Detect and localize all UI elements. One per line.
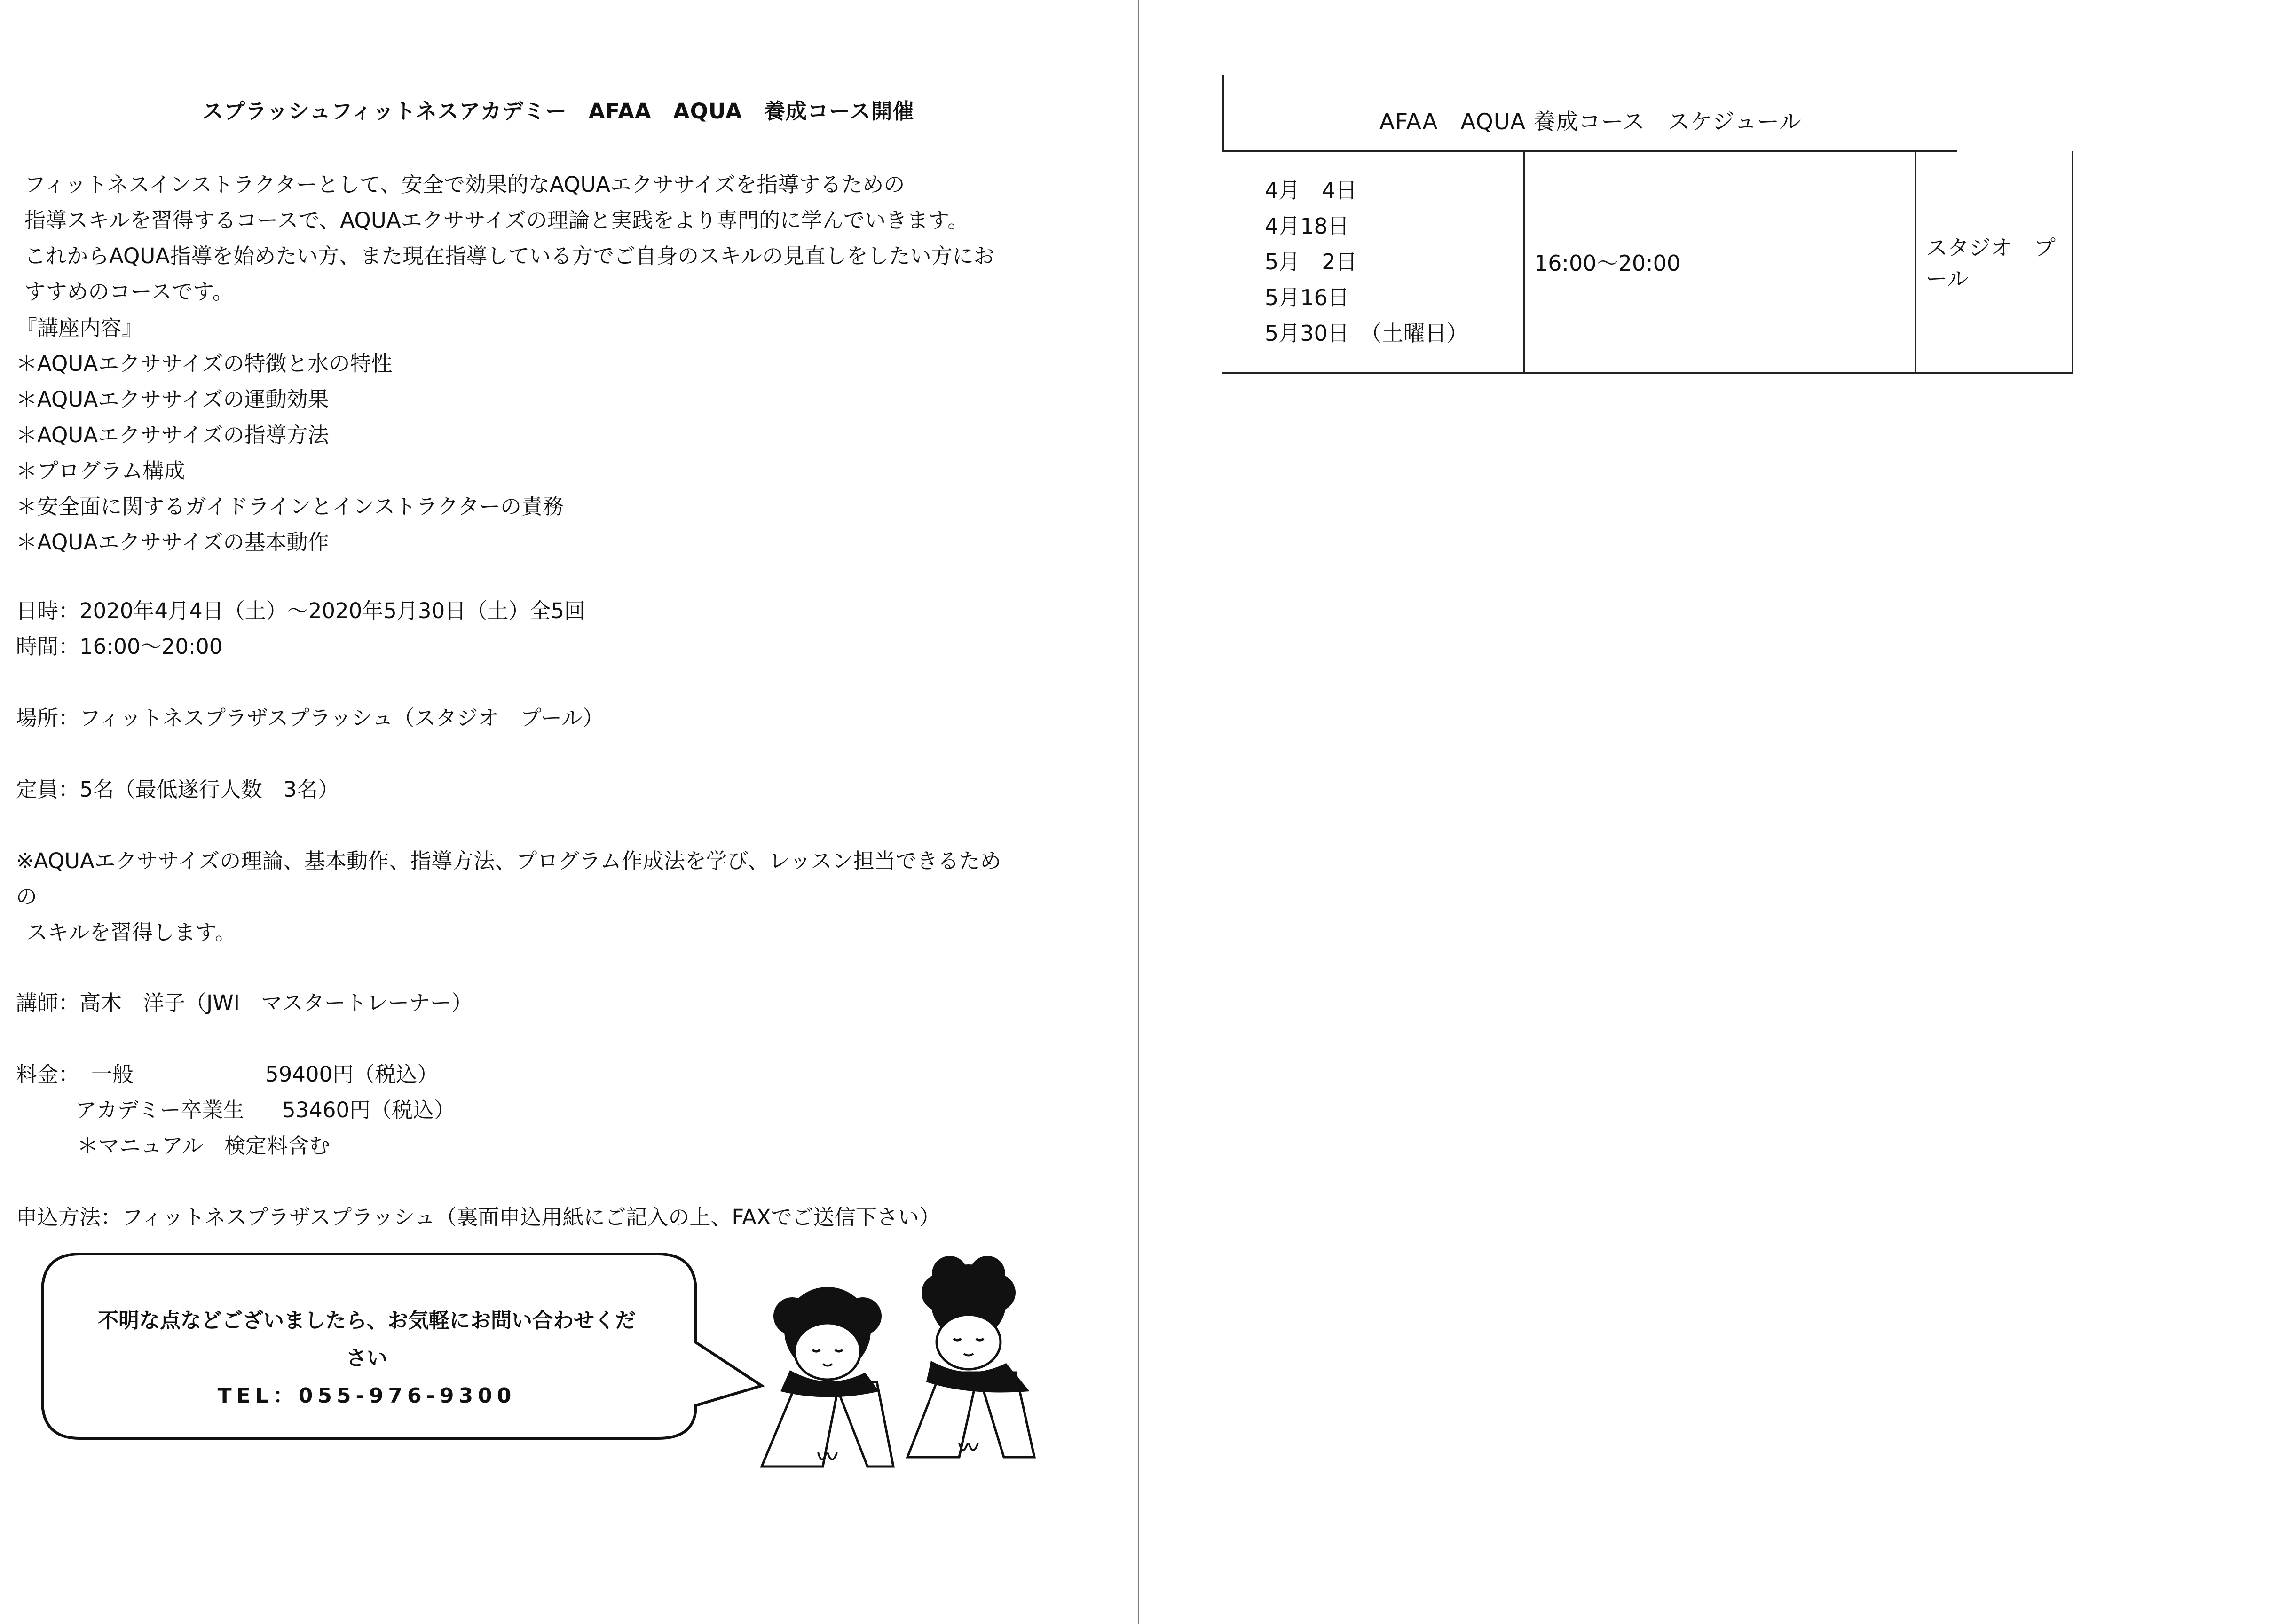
course-content — [16, 310, 564, 560]
contact-bubble — [38, 1250, 696, 1434]
schedule-info — [16, 593, 585, 665]
application: 申込方法：フィットネスプラザスプラッシュ（裏面申込用紙にご記入の上、FAXでご送信下さい） — [16, 1205, 940, 1230]
intro-text — [24, 167, 1120, 310]
schedule-table — [1222, 151, 2073, 374]
fee-info — [16, 1057, 455, 1164]
schedule-title-box — [1222, 75, 1957, 152]
intro-line: フィットネスインストラクターとして、安全で効果的なAQUAエクササイズを指導するための — [24, 172, 905, 197]
instructor-info — [16, 985, 473, 1021]
time-cell: 16:00～20:00 — [1524, 151, 1916, 373]
bowing-figures-illustration — [752, 1241, 1053, 1485]
fee-row-graduate — [16, 1092, 455, 1128]
course-item: ＊安全面に関するガイドラインとインストラクターの責務 — [16, 494, 564, 519]
instructor: 講師：高木 洋子（JWI マスタートレーナー） — [16, 990, 473, 1015]
fee-label: 料金： — [16, 1062, 80, 1087]
location: 場所：フィットネスプラザスプラッシュ（スタジオ プール） — [16, 706, 604, 730]
course-item: ＊AQUAエクササイズの運動効果 — [16, 387, 329, 412]
capacity: 定員：5名（最低遂行人数 3名） — [16, 777, 339, 802]
date-item: 4月18日 — [1265, 213, 1349, 239]
schedule-title: AFAA AQUA 養成コース スケジュール — [1379, 109, 1802, 135]
location-info — [16, 700, 604, 736]
bubble-text — [89, 1302, 644, 1415]
place-cell: スタジオ プール — [1916, 151, 2073, 373]
course-item: ＊AQUAエクササイズの指導方法 — [16, 423, 329, 447]
fee-general-name: 一般 — [91, 1062, 134, 1087]
note-line: ※AQUAエクササイズの理論、基本動作、指導方法、プログラム作成法を学び、レッスン担当できるため — [16, 848, 1001, 873]
table-row — [1222, 151, 2073, 373]
fee-graduate-name: アカデミー卒業生 — [75, 1098, 244, 1122]
page-divider — [1138, 0, 1139, 1624]
page-title: スプラッシュフィットネスアカデミー AFAA AQUA 養成コース開催 — [202, 99, 914, 124]
fee-row-general — [16, 1057, 455, 1092]
course-item: ＊プログラム構成 — [16, 458, 185, 483]
left-figure — [762, 1287, 893, 1467]
fee-graduate-price: 53460円（税込） — [282, 1098, 456, 1122]
schedule-time: 時間：16:00～20:00 — [16, 634, 223, 659]
fee-note: ＊マニュアル 検定料含む — [77, 1133, 331, 1158]
dates-cell — [1222, 151, 1524, 373]
date-item: 5月 2日 — [1265, 249, 1357, 275]
date-item: 5月30日 （土曜日） — [1265, 321, 1468, 346]
intro-line: すすめのコースです。 — [24, 279, 234, 304]
capacity-info — [16, 772, 339, 808]
course-heading: 『講座内容』 — [16, 315, 143, 340]
course-item: ＊AQUAエクササイズの基本動作 — [16, 530, 329, 555]
right-figure — [907, 1256, 1034, 1457]
course-item: ＊AQUAエクササイズの特徴と水の特性 — [16, 351, 393, 376]
date-item: 5月16日 — [1265, 285, 1349, 310]
application-info — [16, 1200, 940, 1235]
note-line: スキルを習得します。 — [26, 920, 236, 945]
intro-line: 指導スキルを習得するコースで、AQUAエクササイズの理論と実践をより専門的に学んでいきます。 — [24, 208, 969, 233]
note-info — [16, 843, 1001, 950]
bubble-message: 不明な点などございましたら、お気軽にお問い合わせください — [98, 1309, 636, 1370]
note-line: の — [16, 884, 38, 909]
fee-general-price: 59400円（税込） — [265, 1062, 439, 1087]
bubble-tel: TEL：055-976-9300 — [217, 1384, 516, 1408]
date-item: 4月 4日 — [1265, 178, 1357, 203]
intro-line: これからAQUA指導を始めたい方、また現在指導している方でご自身のスキルの見直しをしたい方にお — [24, 243, 995, 268]
schedule-date: 日時：2020年4月4日（土）～2020年5月30日（土）全5回 — [16, 598, 585, 623]
